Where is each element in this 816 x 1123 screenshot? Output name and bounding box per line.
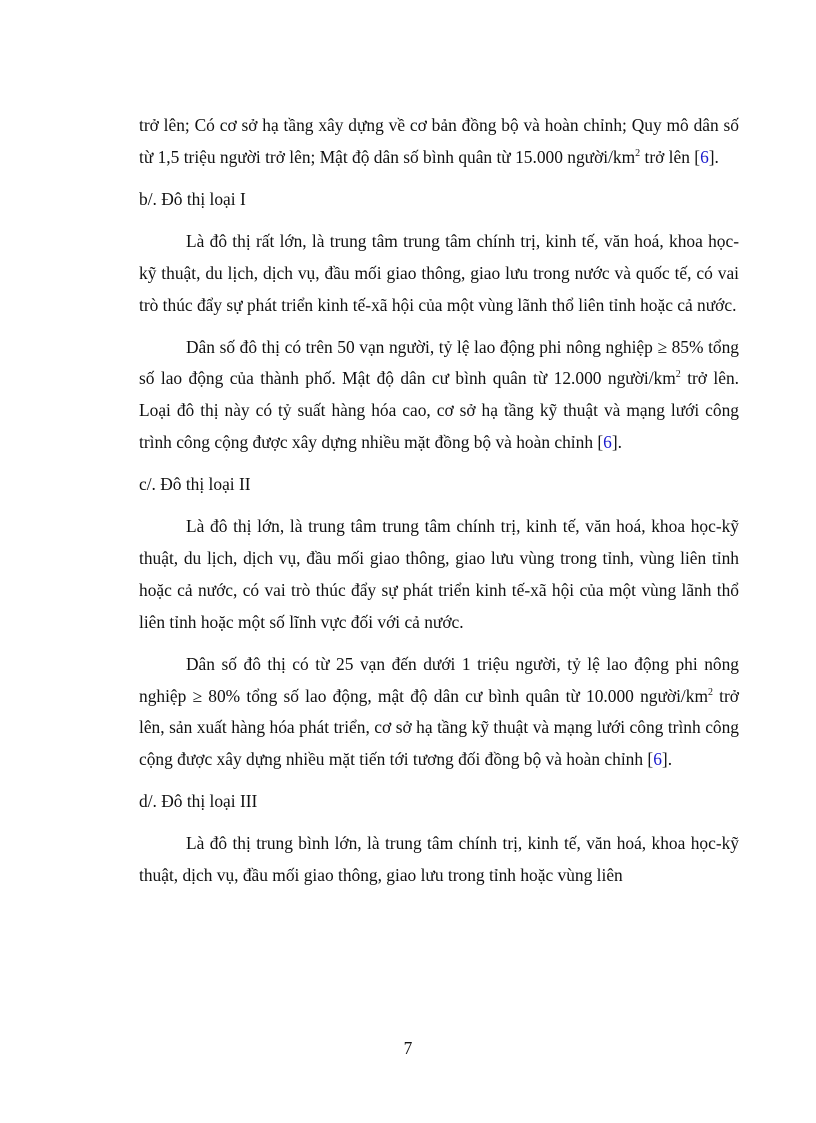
body-paragraph xyxy=(139,828,739,892)
superscript: 2 xyxy=(675,369,681,381)
text-run: c/. Đô thị loại II xyxy=(139,474,251,495)
text-run: Là đô thị lớn, là trung tâm trung tâm chính trị, kinh tế, văn hoá, khoa học-kỹ thuật, du lịch, dịch vụ, đầu mối giao thông, giao lưu vùng trong tỉnh, vùng liên tỉnh hoặc cả nước, có vai trò thúc đẩy sự phát triển kinh tế-xã hội của một vùng lãnh thổ liên tỉnh hoặc một số lĩnh vực đối với cả nước. xyxy=(139,516,739,632)
text-run: trở lên, sản xuất hàng hóa phát triển, cơ sở hạ tầng kỹ thuật và mạng lưới công trình công cộng được xây dựng nhiều mặt tiến tới tương đối đồng bộ và hoàn chỉnh [ xyxy=(139,685,739,770)
text-run: trở lên [ xyxy=(640,146,701,167)
citation-link[interactable]: 6 xyxy=(603,432,612,453)
body-paragraph xyxy=(139,110,739,174)
superscript: 2 xyxy=(707,686,713,698)
page-number: 7 xyxy=(403,1038,413,1058)
section-heading xyxy=(139,786,739,818)
text-run: d/. Đô thị loại III xyxy=(139,791,258,812)
body-paragraph xyxy=(139,649,739,776)
text-run: ]. xyxy=(611,432,623,453)
text-run: trở lên; Có cơ sở hạ tầng xây dựng về cơ bản đồng bộ và hoàn chỉnh; Quy mô dân số từ 1,5 triệu người trở lên; Mật độ dân số bình quân từ 15.000 người/km xyxy=(139,115,739,167)
page-body xyxy=(139,110,739,902)
citation-link[interactable]: 6 xyxy=(653,749,662,770)
body-paragraph xyxy=(139,226,739,321)
body-paragraph xyxy=(139,332,739,459)
text-run: ]. xyxy=(661,749,673,770)
text-run: Là đô thị rất lớn, là trung tâm trung tâm chính trị, kinh tế, văn hoá, khoa học-kỹ thuật, du lịch, dịch vụ, đầu mối giao thông, giao lưu trong nước và quốc tế, có vai trò thúc đẩy sự phát triển kinh tế-xã hội của một vùng lãnh thổ liên tỉnh hoặc cả nước. xyxy=(139,230,739,315)
citation-link[interactable]: 6 xyxy=(700,146,709,167)
text-run: b/. Đô thị loại I xyxy=(139,188,246,209)
text-run: Là đô thị trung bình lớn, là trung tâm chính trị, kinh tế, văn hoá, khoa học-kỹ thuật, dịch vụ, đầu mối giao thông, giao lưu trong tỉnh hoặc vùng liên xyxy=(139,833,739,886)
section-heading xyxy=(139,469,739,501)
superscript: 2 xyxy=(635,147,641,159)
text-run: ]. xyxy=(708,146,719,167)
text-run: Dân số đô thị có từ 25 vạn đến dưới 1 triệu người, tỷ lệ lao động phi nông nghiệp ≥ 80% tổng số lao động, mật độ dân cư bình quân từ 10.000 người/km xyxy=(139,653,739,706)
text-run: Dân số đô thị có trên 50 vạn người, tỷ lệ lao động phi nông nghiệp ≥ 85% tổng số lao động của thành phố. Mật độ dân cư bình quân từ 12.000 người/km xyxy=(139,336,739,389)
body-paragraph xyxy=(139,511,739,638)
section-heading xyxy=(139,184,739,216)
text-run: trở lên. Loại đô thị này có tỷ suất hàng hóa cao, cơ sở hạ tầng kỹ thuật và mạng lưới công trình công cộng được xây dựng nhiều mặt đồng bộ và hoàn chỉnh [ xyxy=(139,368,740,453)
